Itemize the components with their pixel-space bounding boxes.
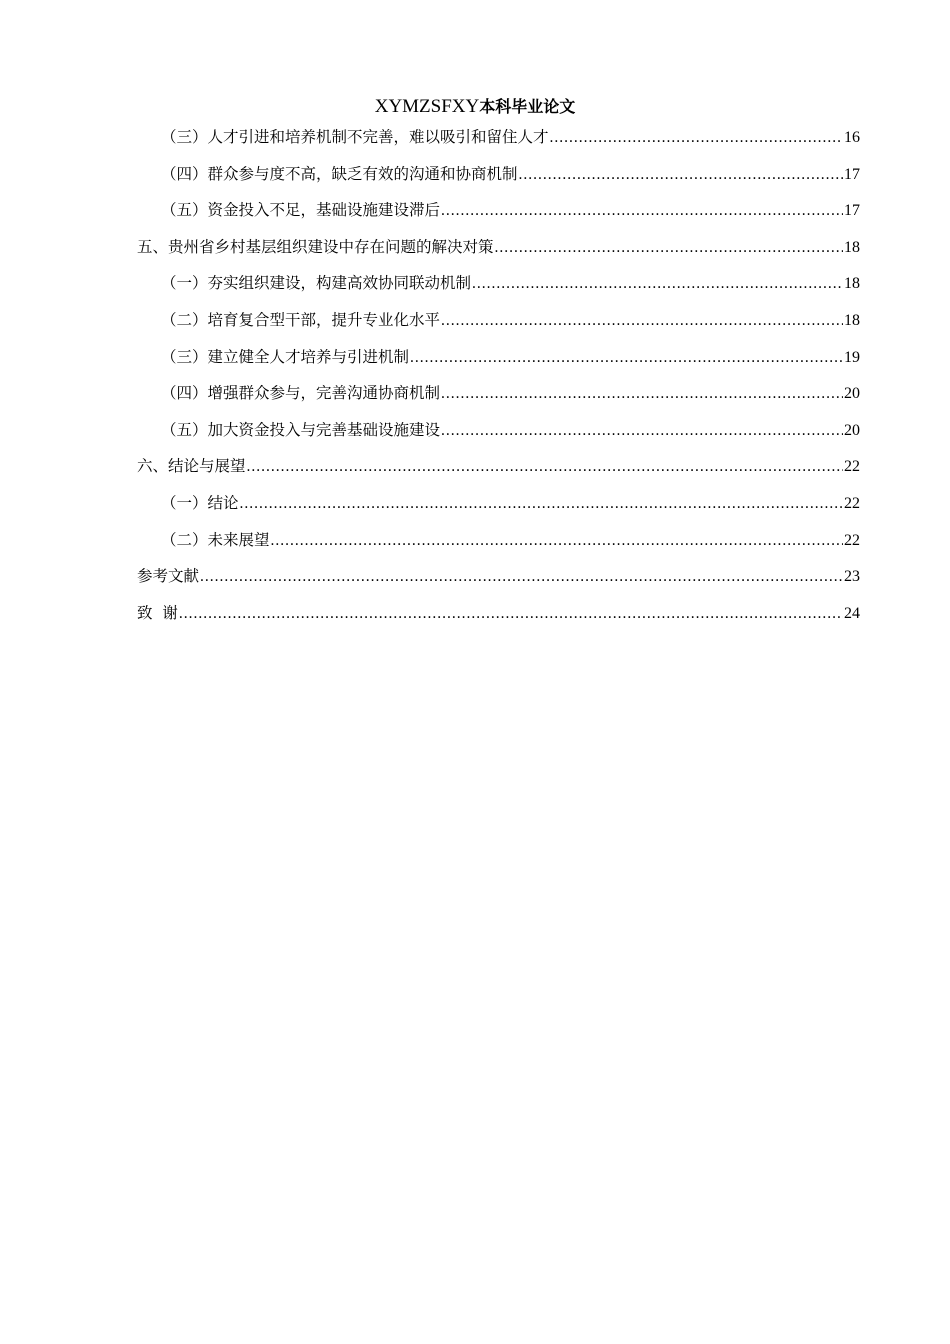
toc-leader-dots <box>441 380 843 408</box>
toc-entry-label: （五）加大资金投入与完善基础设施建设 <box>161 420 441 439</box>
toc-leader-dots <box>179 600 843 628</box>
table-of-contents <box>137 123 860 635</box>
toc-leader-dots <box>441 307 843 335</box>
toc-entry-label: （五）资金投入不足，基础设施建设滞后 <box>161 201 441 220</box>
toc-entry[interactable] <box>137 269 860 306</box>
toc-entry-page: 16 <box>844 129 860 146</box>
toc-leader-dots <box>247 453 843 481</box>
toc-entry-label: （四）增强群众参与，完善沟通协商机制 <box>161 384 441 403</box>
toc-entry[interactable] <box>137 343 860 380</box>
toc-entry-page: 22 <box>844 494 860 512</box>
toc-entry-page: 20 <box>844 385 860 403</box>
toc-entry[interactable] <box>137 489 860 526</box>
toc-entry-page: 20 <box>844 421 860 439</box>
toc-leader-dots <box>271 527 843 555</box>
toc-leader-dots <box>200 563 843 591</box>
toc-entry-label: （四）群众参与度不高，缺乏有效的沟通和协商机制 <box>161 164 518 183</box>
toc-entry[interactable] <box>137 233 860 270</box>
toc-entry-label: 五、贵州省乡村基层组织建设中存在问题的解决对策 <box>137 237 494 256</box>
toc-leader-dots <box>550 124 843 152</box>
toc-entry[interactable] <box>137 416 860 453</box>
toc-entry-label: 参考文献 <box>137 567 200 586</box>
toc-leader-dots <box>240 490 843 518</box>
toc-entry[interactable] <box>137 123 860 160</box>
page-header <box>0 96 950 118</box>
toc-entry-label: 致 谢 <box>137 603 178 622</box>
toc-entry-page: 17 <box>844 165 860 183</box>
toc-leader-dots <box>495 234 843 262</box>
toc-entry[interactable] <box>137 306 860 343</box>
toc-entry-page: 19 <box>844 348 860 366</box>
toc-entry-page: 24 <box>844 604 860 622</box>
toc-entry[interactable] <box>137 196 860 233</box>
toc-entry-page: 18 <box>844 275 860 293</box>
toc-entry[interactable] <box>137 379 860 416</box>
toc-entry[interactable] <box>137 452 860 489</box>
header-title: 本科毕业论文 <box>479 97 576 116</box>
toc-entry-label: （一）夯实组织建设，构建高效协同联动机制 <box>161 274 472 293</box>
toc-entry-label: （二）培育复合型干部，提升专业化水平 <box>161 310 441 329</box>
toc-entry-label: （三）建立健全人才培养与引进机制 <box>161 347 410 366</box>
toc-entry-page: 17 <box>844 202 860 220</box>
toc-entry-page: 18 <box>844 311 860 329</box>
toc-entry-page: 22 <box>844 531 860 549</box>
toc-entry-label: （一）结论 <box>161 493 239 512</box>
toc-leader-dots <box>441 417 843 445</box>
toc-entry[interactable] <box>137 526 860 563</box>
header-code: XYMZSFXY <box>374 96 480 117</box>
toc-leader-dots <box>519 161 843 189</box>
toc-leader-dots <box>410 344 843 372</box>
toc-entry-page: 23 <box>844 568 860 586</box>
toc-entry[interactable] <box>137 160 860 197</box>
toc-entry[interactable] <box>137 599 860 636</box>
toc-entry-label: （二）未来展望 <box>161 530 270 549</box>
toc-leader-dots <box>472 270 843 298</box>
toc-leader-dots <box>441 197 843 225</box>
toc-entry-label: 六、结论与展望 <box>137 457 246 476</box>
toc-entry[interactable] <box>137 562 860 599</box>
toc-entry-page: 22 <box>844 458 860 476</box>
toc-entry-page: 18 <box>844 238 860 256</box>
toc-entry-label: （三）人才引进和培养机制不完善，难以吸引和留住人才 <box>161 128 549 146</box>
